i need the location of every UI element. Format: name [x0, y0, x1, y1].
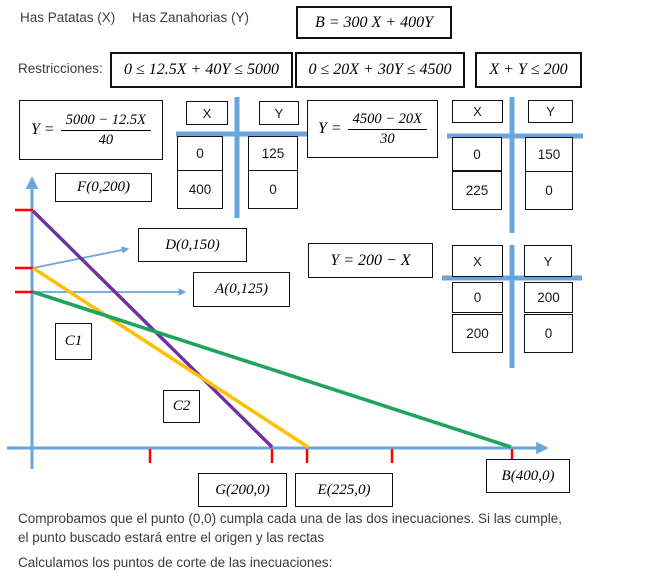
equation-3: Y = 200 − X — [330, 251, 411, 269]
constraint-label-C1: C1 — [55, 323, 92, 360]
footer-line-2: el punto buscado estará entre el origen y las rectas — [18, 529, 325, 545]
table1-header-y: Y — [259, 101, 299, 125]
equation-2-box — [307, 100, 438, 158]
table3-cell-y1: 0 — [524, 314, 573, 353]
footer-line-1: Comprobamos que el punto (0,0) cumpla cada una de las dos inecuaciones. Si las cumple, — [18, 511, 563, 526]
variable-label-y: Has Zanahorias (Y) — [132, 10, 250, 25]
table3-cell-x1: 200 — [452, 314, 503, 353]
objective-function-box — [296, 6, 452, 39]
table3-header-y: Y — [524, 245, 572, 277]
point-label-E: E(225,0) — [295, 473, 393, 507]
equation-1-box — [19, 100, 163, 160]
equation-2-denominator: 30 — [380, 130, 395, 147]
equation-3-box — [308, 243, 433, 278]
equation-1-lhs: Y = — [31, 121, 55, 138]
table2-cell-x1: 225 — [452, 171, 502, 210]
restriction-3: X + Y ≤ 200 — [489, 61, 568, 78]
table1-cell-y1: 0 — [248, 170, 298, 209]
point-label-F: F(0,200) — [55, 173, 152, 202]
table1-header-x: X — [186, 101, 228, 125]
point-label-G: G(200,0) — [198, 473, 287, 507]
table2-cell-y1: 0 — [525, 171, 573, 210]
objective-function: B = 300 X + 400Y — [314, 13, 434, 31]
table3-cell-x0: 0 — [452, 282, 503, 313]
restriction-3-box — [475, 52, 582, 88]
restriction-1-box — [110, 52, 293, 88]
table2-cell-y0: 150 — [525, 137, 573, 172]
point-label-D: D(0,150) — [138, 228, 247, 262]
table1-cell-x1: 400 — [177, 170, 223, 209]
table1-cell-x0: 0 — [177, 136, 223, 171]
point-label-B: B(400,0) — [486, 459, 570, 493]
restrictions-label: Restricciones: — [18, 61, 103, 76]
restriction-1: 0 ≤ 12.5X + 40Y ≤ 5000 — [123, 61, 280, 78]
equation-1-fraction — [61, 112, 151, 148]
equation-2-lhs: Y = — [317, 120, 342, 137]
equation-2-numerator: 4500 − 20X — [348, 111, 427, 130]
table1-cell-y0: 125 — [248, 136, 298, 171]
table2-header-y: Y — [528, 100, 573, 123]
table3-cell-y0: 200 — [524, 282, 573, 313]
equation-1-numerator: 5000 − 12.5X — [61, 112, 151, 131]
constraint-label-C2: C2 — [163, 390, 200, 423]
table3-header-x: X — [452, 245, 503, 277]
footer-line-3: Calculamos los puntos de corte de las inecuaciones: — [18, 555, 333, 570]
variable-label-x: Has Patatas (X) — [20, 10, 116, 25]
point-label-A: A(0,125) — [193, 272, 290, 307]
restriction-2: 0 ≤ 20X + 30Y ≤ 4500 — [308, 61, 452, 78]
table2-header-x: X — [452, 100, 503, 123]
equation-1-denominator: 40 — [98, 131, 114, 148]
restriction-2-box — [295, 52, 465, 88]
equation-2-fraction — [348, 111, 427, 147]
table2-cell-x0: 0 — [452, 137, 502, 172]
